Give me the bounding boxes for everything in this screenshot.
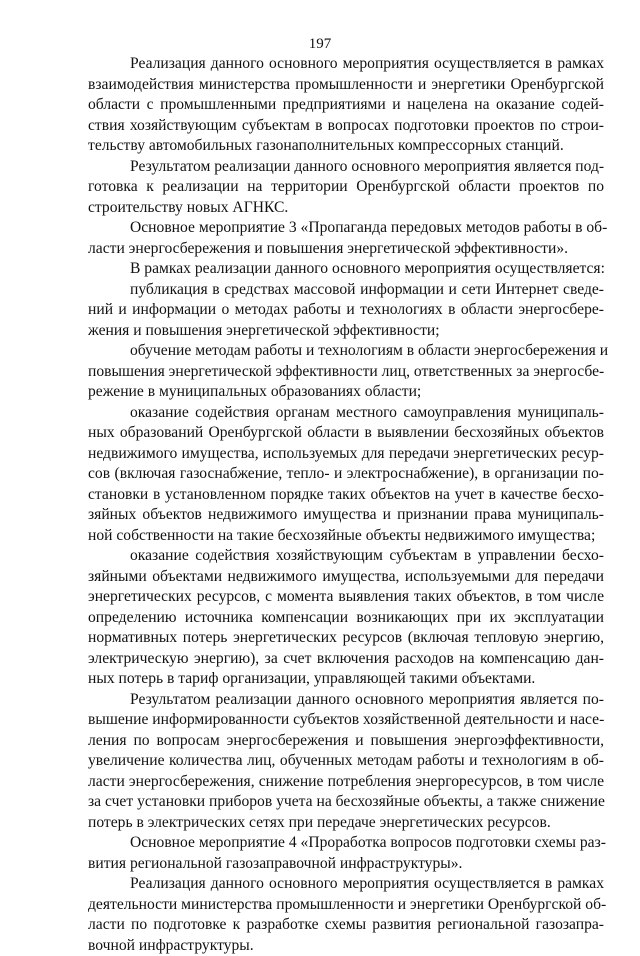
text-line: нормативных потерь энергетических ресурсов (включая тепловую энергию,	[88, 628, 604, 649]
text-line: ных образований Оренбургской области в выявлении бесхозяйных объектов	[88, 423, 604, 444]
text-line: ний и информации о методах работы и технологиях в области энергосбере-	[88, 300, 604, 321]
text-line: Реализация данного основного мероприятия осуществляется в рамках	[88, 874, 604, 895]
text-line: недвижимого имущества, используемых для передачи энергетических ресур-	[88, 444, 604, 465]
text-line: готовка к реализации на территории Оренбургской области проектов по	[88, 177, 604, 198]
text-line: вышение информированности субъектов хозяйственной деятельности и насе-	[88, 710, 604, 731]
text-line: Основное мероприятие 4 «Проработка вопросов подготовки схемы раз-	[88, 833, 604, 854]
text-line: ных потерь в тариф организации, управляющей такими объектами.	[88, 669, 604, 690]
text-line: ласти энергосбережения, снижение потребления энергоресурсов, в том числе	[88, 772, 604, 793]
text-line: Результатом реализации данного основного мероприятия является по-	[88, 690, 604, 711]
text-line: жения и повышения энергетической эффективности;	[88, 321, 604, 342]
text-line: вочной инфраструктуры.	[88, 936, 604, 956]
text-line: энергетических ресурсов, с момента выявления таких объектов, в том числе	[88, 587, 604, 608]
text-line: вития региональной газозаправочной инфраструктуры».	[88, 854, 604, 875]
text-line: оказание содействия органам местного самоуправления муниципаль-	[88, 403, 604, 424]
text-line: зяйными объектами недвижимого имущества, используемыми для передачи	[88, 567, 604, 588]
text-line: Основное мероприятие 3 «Пропаганда передовых методов работы в об-	[88, 218, 604, 239]
text-line: электрическую энергию), за счет включения расходов на компенсацию дан-	[88, 649, 604, 670]
text-line: ласти по подготовке к разработке схемы развития региональной газозапра-	[88, 915, 604, 936]
text-line: становки в установленном порядке таких объектов на учет в качестве бесхо-	[88, 485, 604, 506]
text-line: области с промышленными предприятиями и нацелена на оказание содей-	[88, 95, 604, 116]
text-line: увеличение количества лиц, обученных методам работы и технологиям в об-	[88, 751, 604, 772]
text-line: ления по вопросам энергосбережения и повышения энергоэффективности,	[88, 731, 604, 752]
text-line: режение в муниципальных образованиях области;	[88, 382, 604, 403]
text-line: повышения энергетической эффективности лиц, ответственных за энергосбе-	[88, 362, 604, 383]
text-line: взаимодействия министерства промышленности и энергетики Оренбургской	[88, 75, 604, 96]
text-line: ствия хозяйствующим субъектам в вопросах подготовки проектов по строи-	[88, 116, 604, 137]
text-line: потерь в электрических сетях при передаче энергетических ресурсов.	[88, 813, 604, 834]
text-line: ной собственности на такие бесхозяйные объекты недвижимого имущества;	[88, 526, 604, 547]
text-line: оказание содействия хозяйствующим субъектам в управлении бесхо-	[88, 546, 604, 567]
text-line: тельству автомобильных газонаполнительных компрессорных станций.	[88, 136, 604, 157]
text-line: Реализация данного основного мероприятия осуществляется в рамках	[88, 54, 604, 75]
text-line: ласти энергосбережения и повышения энергетической эффективности».	[88, 239, 604, 260]
body-text	[88, 54, 604, 956]
text-line: сов (включая газоснабжение, тепло- и электроснабжение), в организации по-	[88, 464, 604, 485]
text-line: публикация в средствах массовой информации и сети Интернет сведе-	[88, 280, 604, 301]
text-line: В рамках реализации данного основного мероприятия осуществляется:	[88, 259, 604, 280]
text-line: деятельности министерства промышленности и энергетики Оренбургской об-	[88, 895, 604, 916]
text-line: обучение методам работы и технологиям в области энергосбережения и	[88, 341, 604, 362]
text-line: определению источника компенсации возникающих при их эксплуатации	[88, 608, 604, 629]
text-line: за счет установки приборов учета на бесхозяйные объекты, а также снижение	[88, 792, 604, 813]
text-line: зяйных объектов недвижимого имущества и признании права муниципаль-	[88, 505, 604, 526]
text-line: строительству новых АГНКС.	[88, 198, 604, 219]
text-line: Результатом реализации данного основного мероприятия является под-	[88, 157, 604, 178]
page-number: 197	[0, 34, 640, 54]
